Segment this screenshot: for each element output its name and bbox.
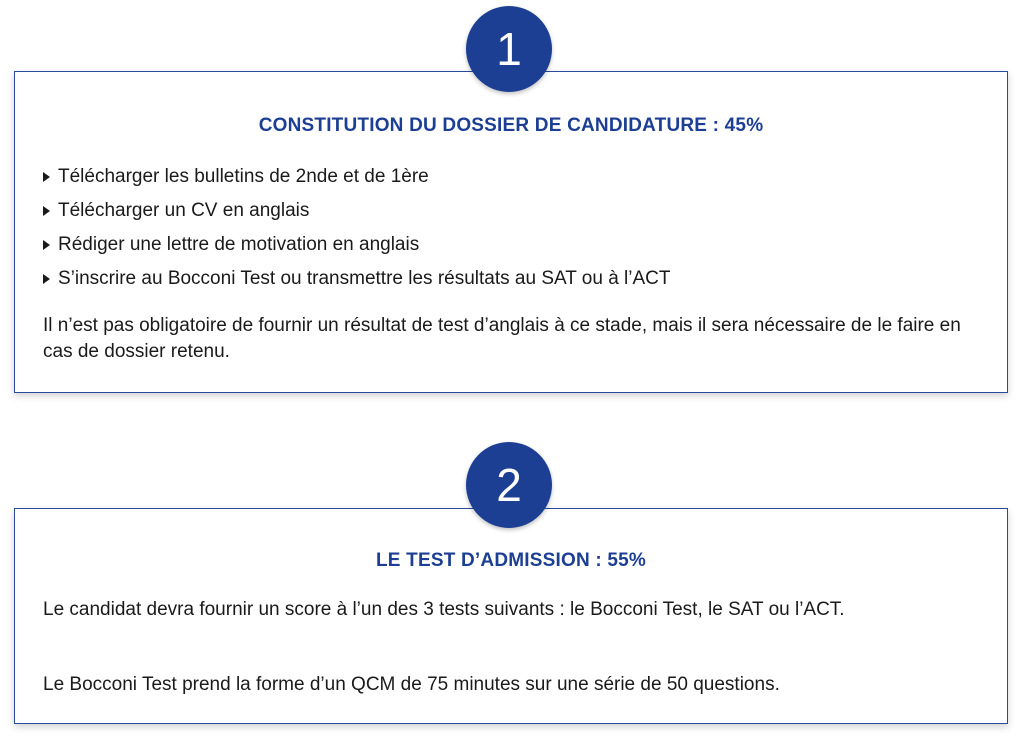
step-1-card bbox=[14, 71, 1008, 393]
triangle-bullet-icon bbox=[43, 274, 50, 284]
step-2-paragraph-1: Le candidat devra fournir un score à l’un des 3 tests suivants : le Bocconi Test, le SAT ou l’ACT. bbox=[43, 599, 845, 620]
step-2-card bbox=[14, 508, 1008, 724]
step-1-badge: 1 bbox=[466, 6, 552, 92]
triangle-bullet-icon bbox=[43, 240, 50, 250]
step-1-bullet-list bbox=[43, 160, 671, 296]
step-2-badge: 2 bbox=[466, 442, 552, 528]
step-2-title: LE TEST D’ADMISSION : 55% bbox=[376, 550, 646, 571]
bullet-text: Télécharger les bulletins de 2nde et de 1ère bbox=[58, 166, 429, 187]
list-item bbox=[43, 262, 671, 296]
bullet-text: Télécharger un CV en anglais bbox=[58, 200, 310, 221]
step-1-title: CONSTITUTION DU DOSSIER DE CANDIDATURE : 45% bbox=[258, 115, 764, 136]
list-item bbox=[43, 194, 671, 228]
triangle-bullet-icon bbox=[43, 172, 50, 182]
step-2-paragraph-2: Le Bocconi Test prend la forme d’un QCM de 75 minutes sur une série de 50 questions. bbox=[43, 674, 780, 695]
list-item bbox=[43, 160, 671, 194]
bullet-text: S’inscrire au Bocconi Test ou transmettre les résultats au SAT ou à l’ACT bbox=[58, 268, 671, 289]
bullet-text: Rédiger une lettre de motivation en anglais bbox=[58, 234, 420, 255]
list-item bbox=[43, 228, 671, 262]
step-1-note: Il n’est pas obligatoire de fournir un résultat de test d’anglais à ce stade, mais il sera nécessaire de le faire en cas de dossier retenu. bbox=[43, 315, 961, 362]
triangle-bullet-icon bbox=[43, 206, 50, 216]
